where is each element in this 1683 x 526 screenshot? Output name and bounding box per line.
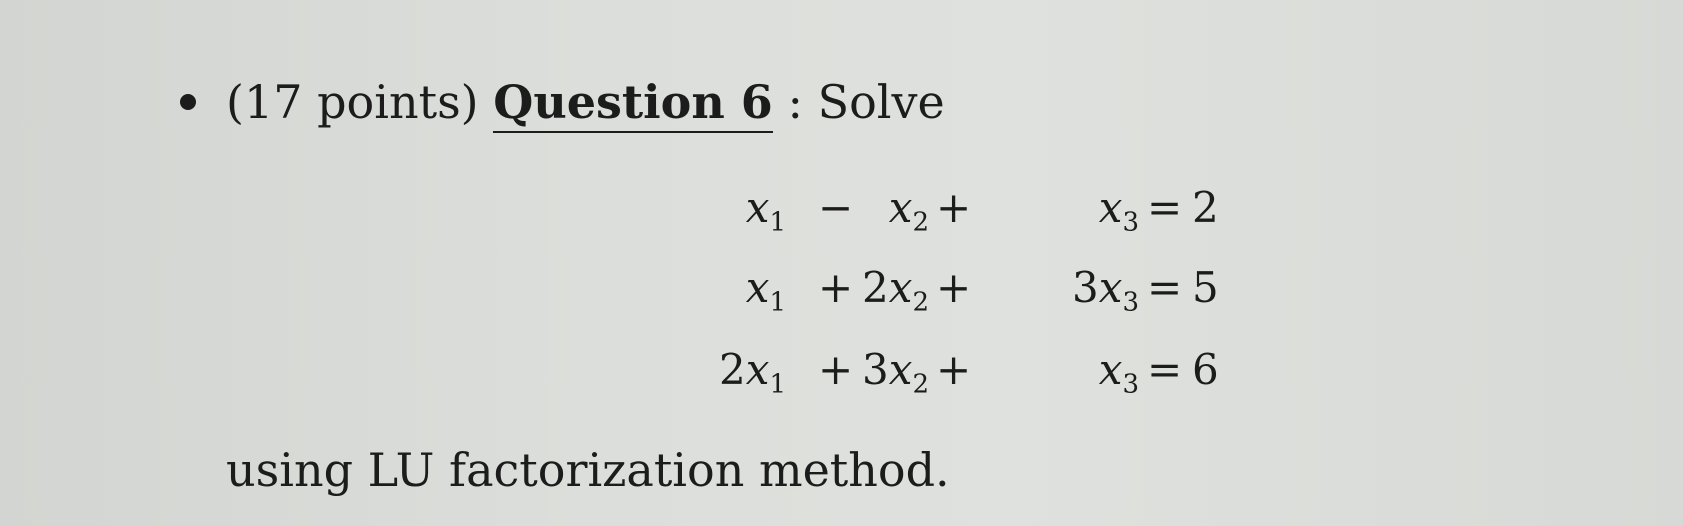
equation-system <box>0 178 1683 418</box>
method-instruction: using LU factorization method. <box>226 443 950 497</box>
rhs-value: 5 <box>1192 263 1219 312</box>
question-verb: Solve <box>817 75 945 129</box>
term-2: $x_2$ <box>888 183 929 238</box>
operator: + <box>818 345 854 394</box>
equation-row-2 <box>0 258 1683 318</box>
operator: + <box>936 263 972 312</box>
operator: + <box>936 183 972 232</box>
question-title: Question 6 <box>493 75 773 133</box>
rhs-value: 6 <box>1192 345 1219 394</box>
term-3: $x_3$ <box>1098 345 1139 400</box>
equals-sign: = <box>1147 263 1183 312</box>
term-1: $x_1$ <box>745 183 786 238</box>
term-3: $3x_3$ <box>1072 263 1139 318</box>
term-1: $2x_1$ <box>719 345 786 400</box>
equation-row-3 <box>0 340 1683 400</box>
equals-sign: = <box>1147 345 1183 394</box>
term-1: $x_1$ <box>745 263 786 318</box>
bullet-dot <box>180 94 196 110</box>
operator: − <box>818 183 854 232</box>
operator: + <box>818 263 854 312</box>
term-2: $3x_2$ <box>862 345 929 400</box>
equals-sign: = <box>1147 183 1183 232</box>
points-label: (17 points) <box>226 75 479 129</box>
question-heading <box>226 72 945 132</box>
rhs-value: 2 <box>1192 183 1219 232</box>
equation-row-1 <box>0 178 1683 238</box>
term-3: $x_3$ <box>1098 183 1139 238</box>
operator: + <box>936 345 972 394</box>
title-separator: : <box>787 75 803 129</box>
term-2: $2x_2$ <box>862 263 929 318</box>
